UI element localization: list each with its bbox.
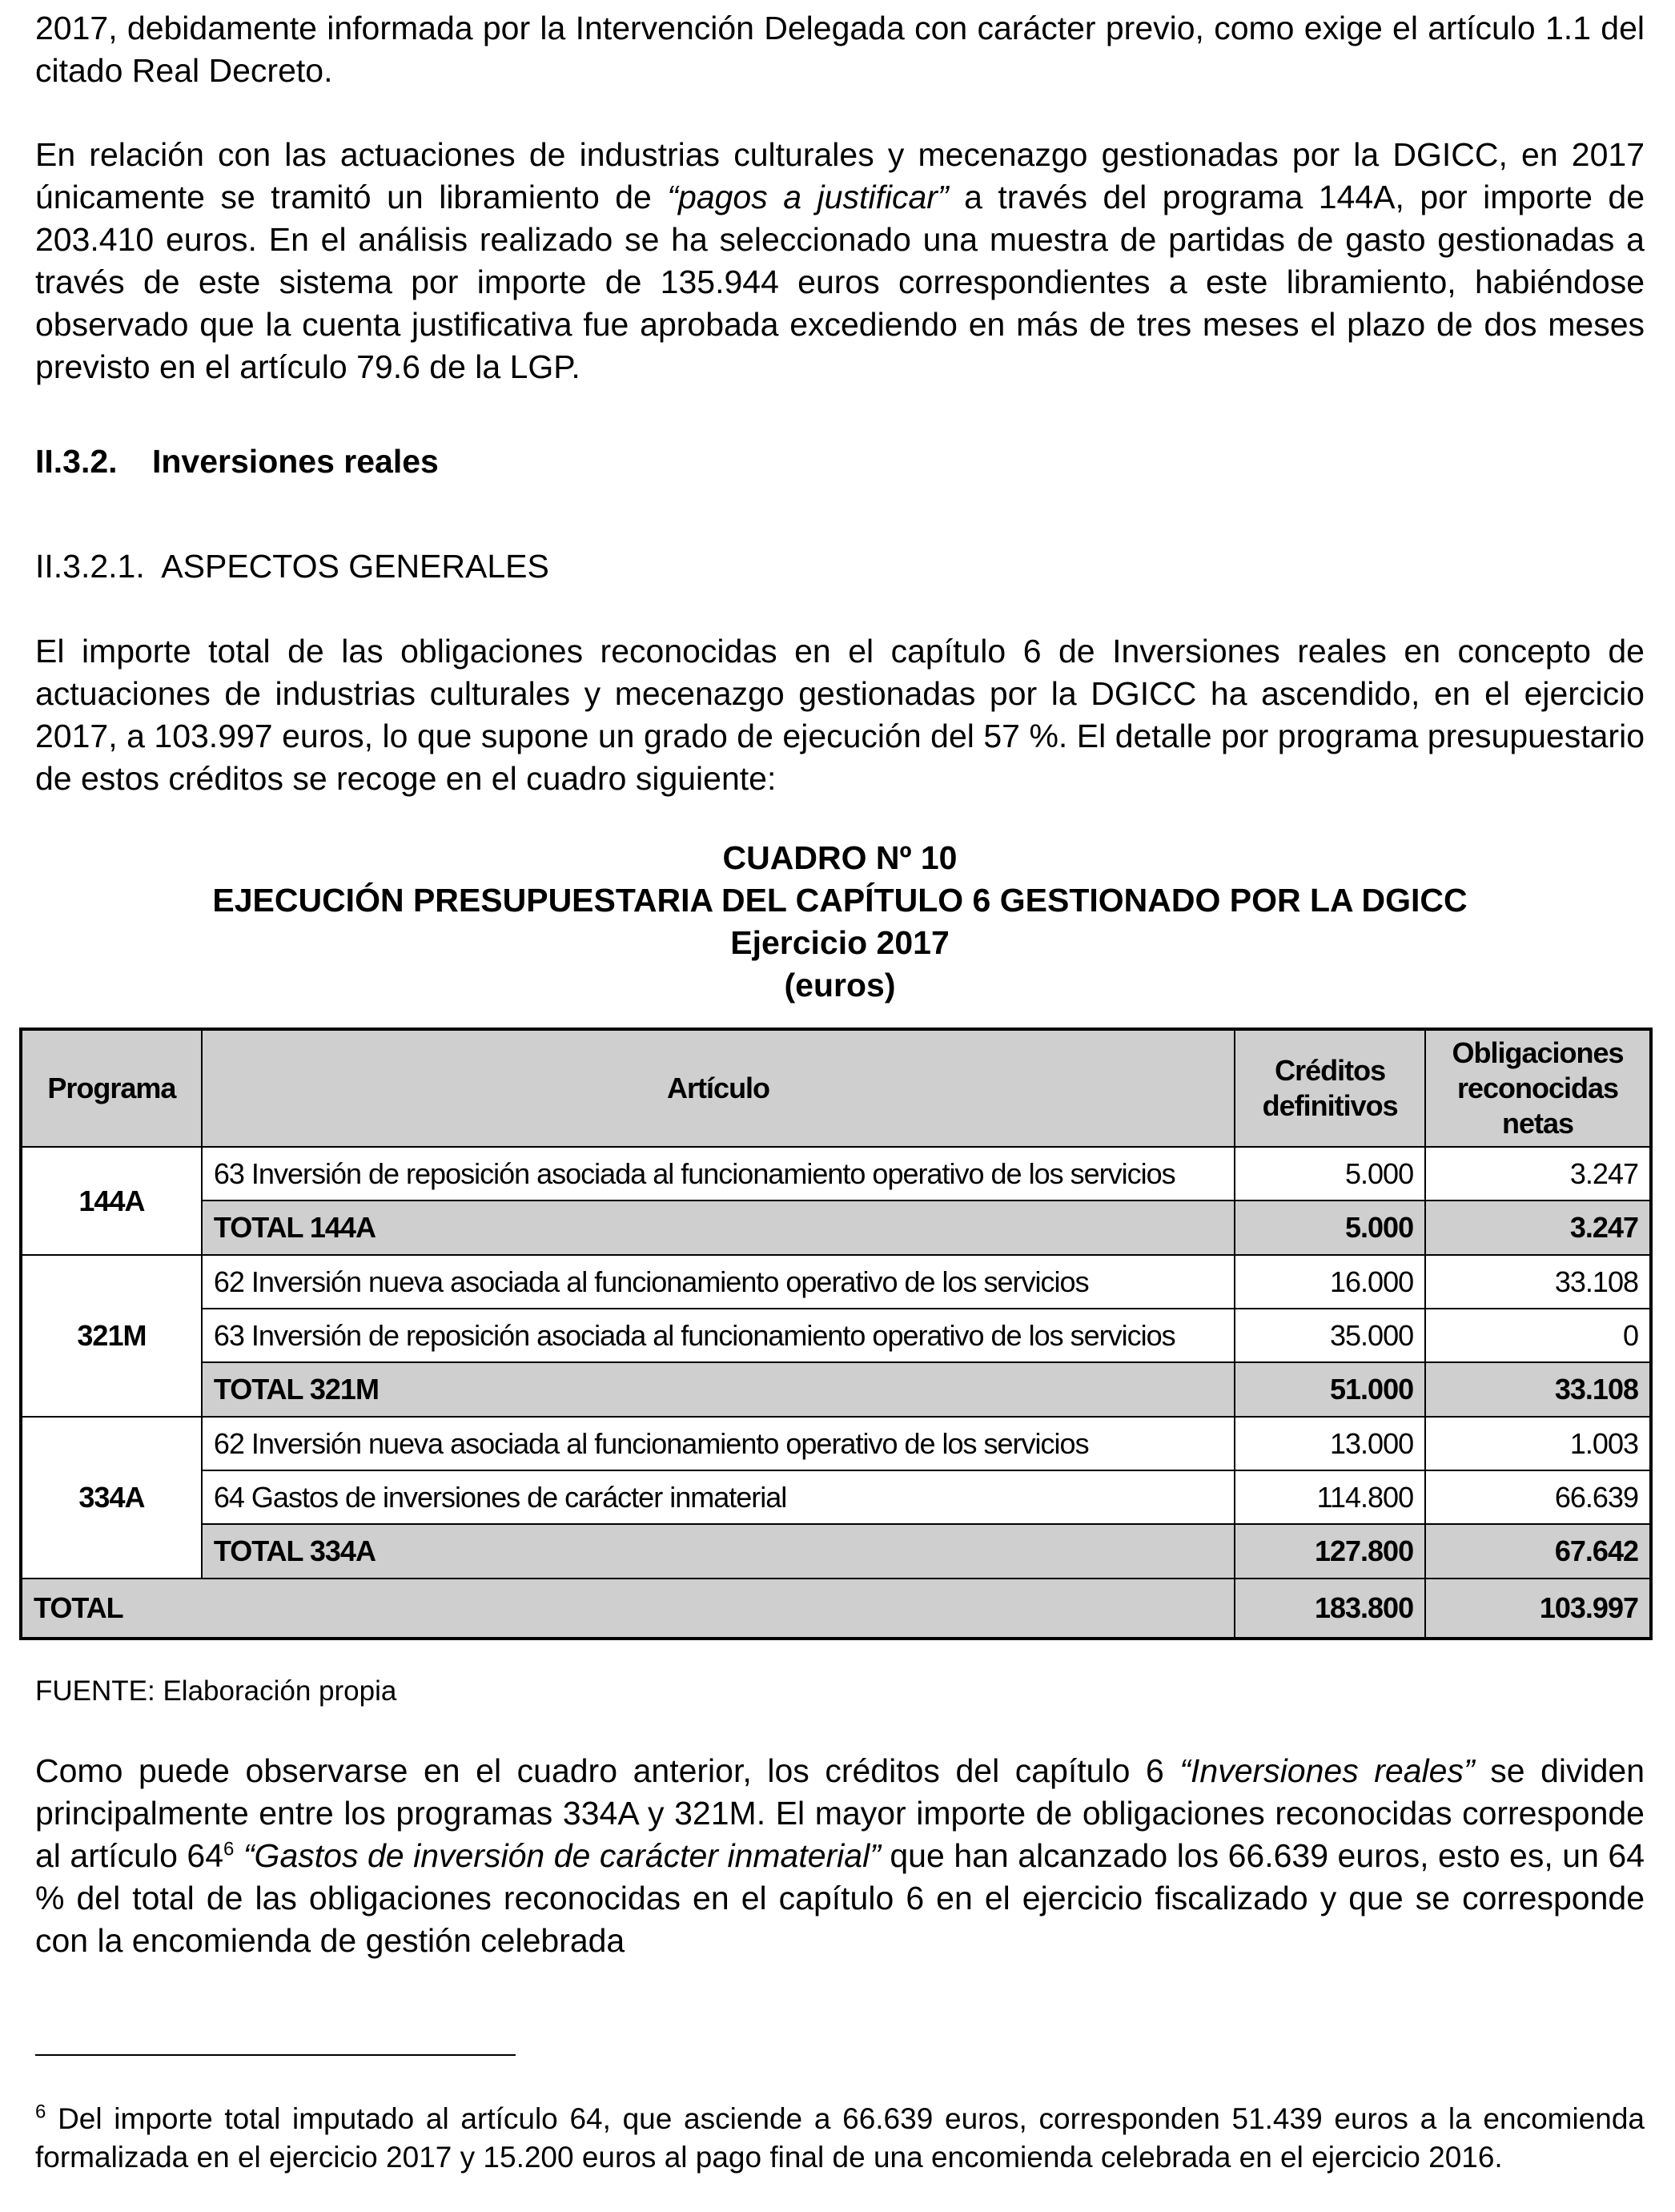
paragraph-text: Como puede observarse en el cuadro anterior, los créditos del capítulo 6: [35, 1752, 1180, 1789]
paragraph-italic: “Inversiones reales”: [1179, 1752, 1475, 1789]
creditos-cell: 35.000: [1235, 1309, 1425, 1362]
footnote-text: Del importe total imputado al artículo 64, que asciende a 66.639 euros, corresponden 51.439 euros a la encomienda formalizada en el ejercicio 2017 y 15.200 euros al pago final de una encomienda celebrada en el ejercicio 2016.: [35, 2102, 1645, 2174]
footnote-number: 6: [35, 2101, 46, 2123]
caption-line-4: (euros): [784, 967, 896, 1003]
table-row: [21, 1470, 1651, 1524]
paragraph-pagos-justificar: [35, 134, 1645, 388]
header-text: netas: [1502, 1107, 1574, 1140]
header-text: definitivos: [1262, 1089, 1398, 1122]
creditos-cell: 114.800: [1235, 1470, 1425, 1524]
paragraph-analysis: [35, 1750, 1645, 1962]
creditos-cell: 5.000: [1235, 1147, 1425, 1201]
articulo-cell: 62 Inversión nueva asociada al funcionamiento operativo de los servicios: [202, 1255, 1235, 1309]
articulo-cell: 63 Inversión de reposición asociada al funcionamiento operativo de los servicios: [202, 1147, 1235, 1201]
total-creditos: 5.000: [1235, 1201, 1425, 1255]
header-obligaciones: [1425, 1029, 1651, 1147]
total-creditos: 127.800: [1235, 1524, 1425, 1579]
table-total-row: [21, 1201, 1651, 1255]
paragraph-text: a través del programa 144A, por importe de 203.410 euros. En el análisis realizado se ha seleccionado una muestra de partidas de gasto gestionadas a través de este sistema por importe de 135.944 euros correspondientes a este libramiento, habiéndose observado que la cuenta justificativa fue aprobada excediendo en más de tres meses el plazo de dos meses previsto en el artículo 79.6 de la LGP.: [35, 179, 1645, 385]
paragraph-text: se dividen principalmente entre los programas 334A y 321M. El mayor importe de obligaciones reconocidas corresponde al artículo 64: [35, 1752, 1645, 1874]
paragraph-intro: 2017, debidamente informada por la Intervención Delegada con carácter previo, como exige el artículo 1.1 del citado Real Decreto.: [35, 10, 1645, 89]
section-title: Inversiones reales: [152, 443, 439, 480]
header-text: reconocidas: [1457, 1072, 1619, 1104]
obligaciones-cell: 1.003: [1425, 1417, 1651, 1470]
total-label: TOTAL 334A: [202, 1524, 1235, 1579]
grand-total-creditos: 183.800: [1235, 1579, 1425, 1639]
table-row: [21, 1255, 1651, 1309]
caption-line-2: EJECUCIÓN PRESUPUESTARIA DEL CAPÍTULO 6 GESTIONADO POR LA DGICC: [212, 882, 1468, 919]
programa-cell: 321M: [21, 1255, 202, 1417]
paragraph-italic: “pagos a justificar”: [667, 179, 949, 215]
footnote-separator: [35, 2054, 516, 2056]
header-creditos: [1235, 1029, 1425, 1147]
header-articulo: Artículo: [202, 1029, 1235, 1147]
creditos-cell: 13.000: [1235, 1417, 1425, 1470]
section-number: II.3.2.: [35, 443, 118, 480]
programa-cell: 334A: [21, 1417, 202, 1579]
obligaciones-cell: 3.247: [1425, 1147, 1651, 1201]
paragraph-importe-total: El importe total de las obligaciones reconocidas en el capítulo 6 de Inversiones reales en concepto de actuaciones de industrias culturales y mecenazgo gestionadas por la DGICC ha ascendido, en el ejercicio 2017, a 103.997 euros, lo que supone un grado de ejecución del 57 %. El detalle por programa presupuestario de estos créditos se recoge en el cuadro siguiente:: [35, 633, 1645, 797]
obligaciones-cell: 0: [1425, 1309, 1651, 1362]
header-text: Créditos: [1275, 1054, 1386, 1087]
total-obligaciones: 67.642: [1425, 1524, 1651, 1579]
total-label: TOTAL 144A: [202, 1201, 1235, 1255]
obligaciones-cell: 66.639: [1425, 1470, 1651, 1524]
grand-total-obligaciones: 103.997: [1425, 1579, 1651, 1639]
articulo-cell: 63 Inversión de reposición asociada al funcionamiento operativo de los servicios: [202, 1309, 1235, 1362]
obligaciones-cell: 33.108: [1425, 1255, 1651, 1309]
grand-total-label: TOTAL: [21, 1579, 1235, 1639]
creditos-cell: 16.000: [1235, 1255, 1425, 1309]
paragraph-italic: “Gastos de inversión de carácter inmaterial”: [243, 1837, 881, 1874]
table-row: [21, 1147, 1651, 1201]
caption-line-1: CUADRO Nº 10: [722, 839, 958, 876]
subsection-heading: II.3.2.1. ASPECTOS GENERALES: [35, 548, 549, 585]
total-obligaciones: 3.247: [1425, 1201, 1651, 1255]
total-obligaciones: 33.108: [1425, 1362, 1651, 1417]
table-grand-total-row: [21, 1579, 1651, 1639]
footnote-ref: 6: [223, 1838, 235, 1860]
paragraph-text: que han alcanzado los 66.639 euros, esto es, un 64 % del total de las obligaciones reconocidas en el capítulo 6 en el ejercicio fiscalizado y que se corresponde con la encomienda de gestión celebrada: [35, 1837, 1645, 1959]
table-total-row: [21, 1362, 1651, 1417]
caption-line-3: Ejercicio 2017: [730, 924, 950, 961]
table-row: [21, 1309, 1651, 1362]
articulo-cell: 62 Inversión nueva asociada al funcionamiento operativo de los servicios: [202, 1417, 1235, 1470]
section-heading: [35, 443, 439, 481]
table-header-row: [21, 1029, 1651, 1147]
paragraph-text: En relación con las actuaciones de industrias culturales y mecenazgo gestionadas por la DGICC, en 2017 únicamente se tramitó un libramiento de: [35, 136, 1645, 215]
header-programa: Programa: [21, 1029, 202, 1147]
table-source: FUENTE: Elaboración propia: [35, 1675, 397, 1707]
budget-table: [19, 1028, 1653, 1640]
table-row: [21, 1417, 1651, 1470]
total-label: TOTAL 321M: [202, 1362, 1235, 1417]
footnote: [35, 2100, 1645, 2177]
total-creditos: 51.000: [1235, 1362, 1425, 1417]
table-total-row: [21, 1524, 1651, 1579]
table-caption: [35, 837, 1645, 1007]
header-text: Obligaciones: [1452, 1036, 1624, 1069]
articulo-cell: 64 Gastos de inversiones de carácter inmaterial: [202, 1470, 1235, 1524]
programa-cell: 144A: [21, 1147, 202, 1255]
